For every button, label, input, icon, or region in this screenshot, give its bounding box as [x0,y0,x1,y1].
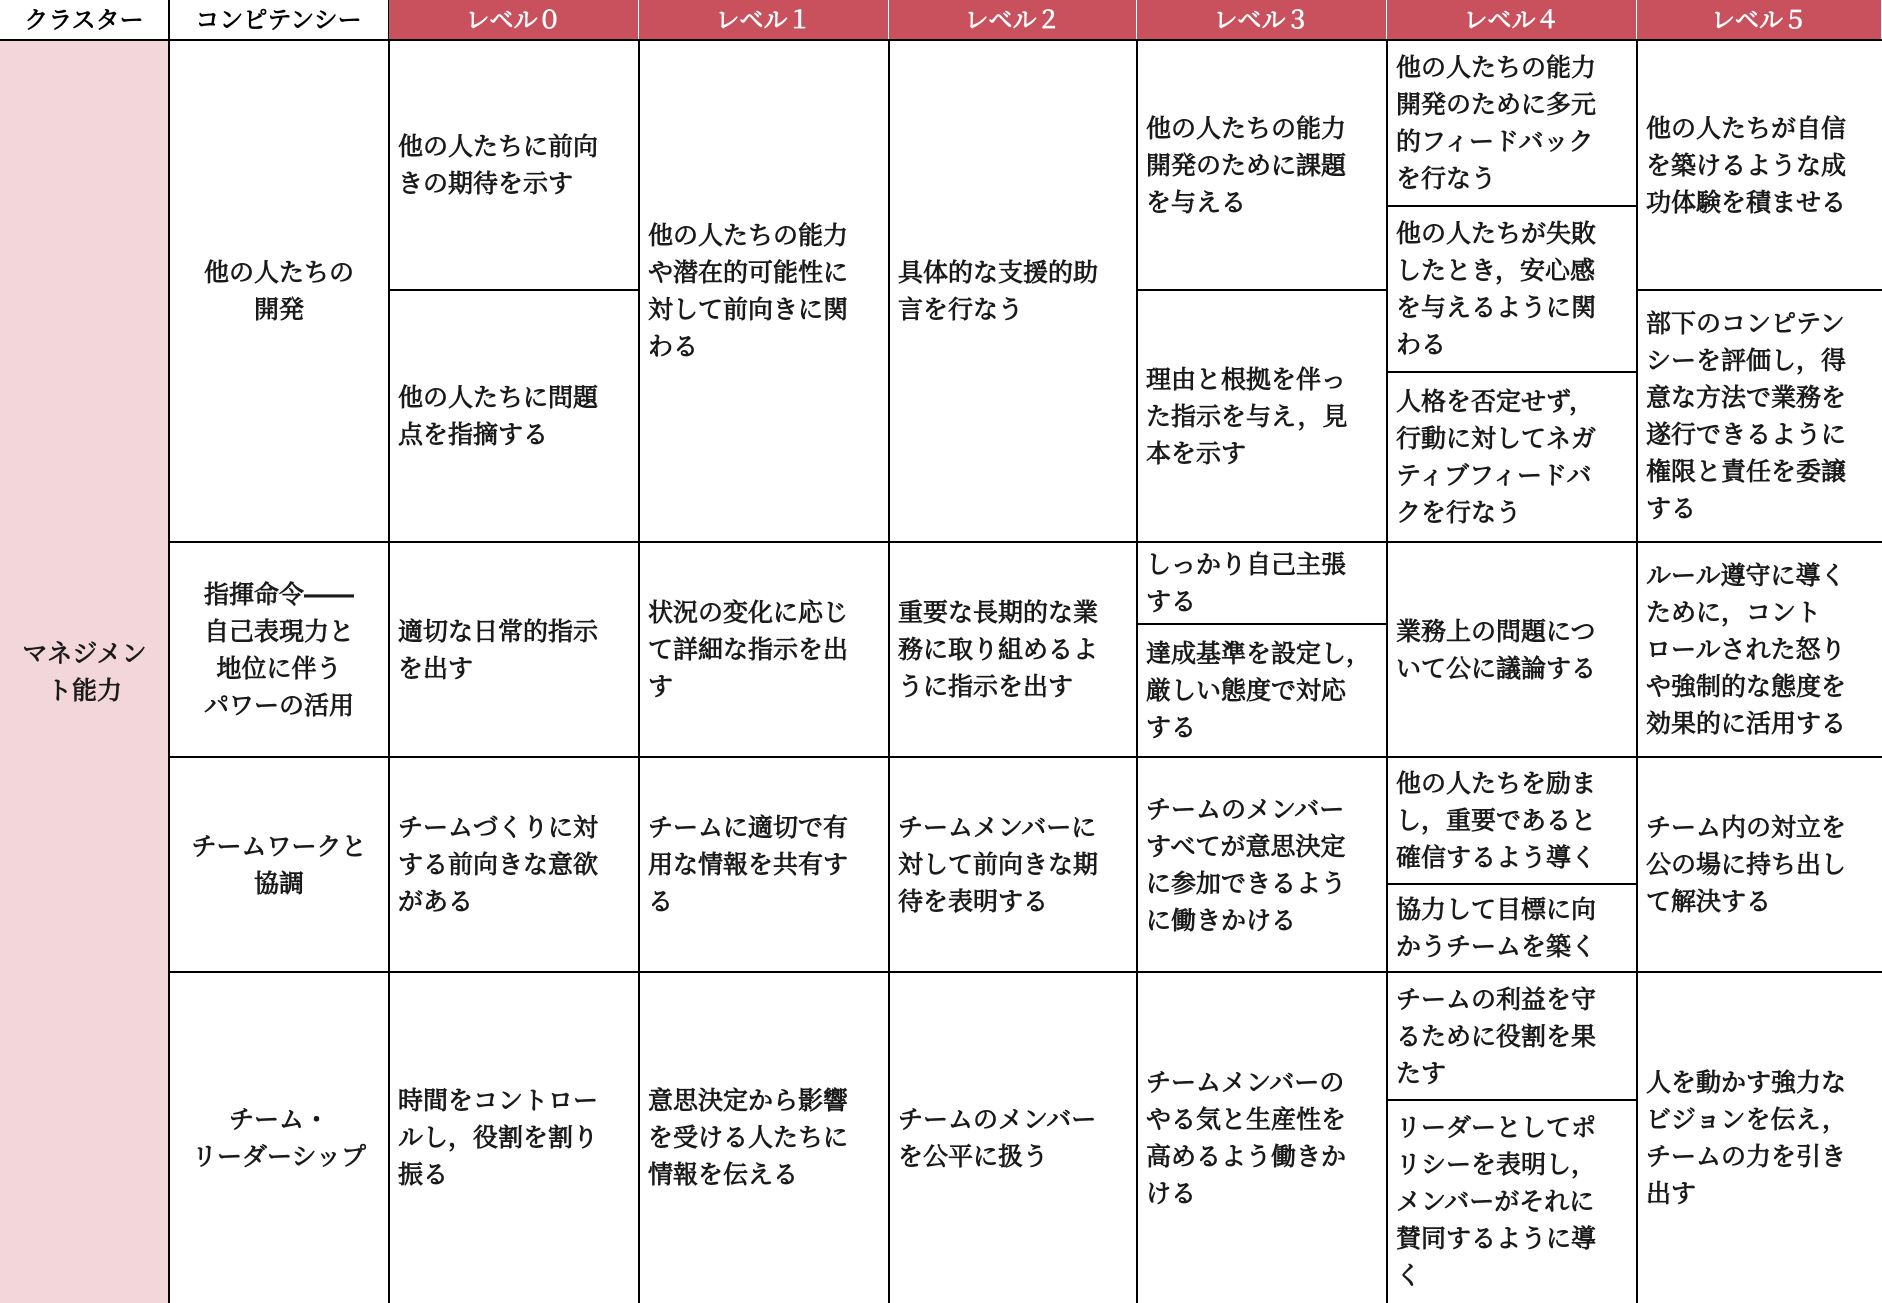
lead-level4-protect: チームの利益を守 るために役割を果 たす [1396,984,1597,1088]
dev-level0-expectation: 他の人たちに前向 きの期待を示す [398,132,599,198]
grid-line [1387,1099,1637,1101]
grid-line [168,0,170,1303]
team-level0: チームづくりに対 する前向きな意欲 がある [398,813,599,916]
header-level-2: レベル２ [889,0,1137,40]
dev-level0-point-out: 他の人たちに問題 点を指摘する [398,383,599,449]
grid-line [638,40,640,1303]
team-level2: チームメンバーに 対して前向きな期 待を表明する [898,813,1099,916]
team-level4-build: 協力して目標に向 かうチームを築く [1396,895,1597,961]
competency-command: 指揮命令―― 自己表現力と 地位に伴う パワーの活用 [203,579,354,720]
dev-level3-example: 理由と根拠を伴っ た指示を与え，見 本を示す [1146,364,1348,468]
grid-line [388,40,390,1303]
lead-level0: 時間をコントロー ルし，役割を割り 振る [398,1086,599,1189]
cmd-level1: 状況の変化に応じ て詳細な指示を出 す [648,598,849,701]
dev-level4-feedback: 他の人たちの能力 開発のために多元 的フィードバック を行なう [1396,53,1597,193]
cmd-level0: 適切な日常的指示 を出す [398,616,599,683]
cluster-cell: マネジメン ト能力 [0,40,169,1303]
grid-line [1386,40,1388,1303]
team-level1: チームに適切で有 用な情報を共有す る [648,813,849,916]
header-level-1: レベル１ [639,0,889,40]
cmd-level3-standards: 達成基準を設定し， 厳しい態度で対応 する [1146,639,1372,742]
grid-line [1387,883,1637,885]
team-level3: チームのメンバー すべてが意思決定 に参加できるよう に働きかける [1146,794,1347,935]
grid-line [389,289,639,291]
cmd-level5: ルール遵守に導く ために，コント ロールされた怒り や強制的な態度を 効果的に活用する [1646,561,1847,738]
competency-leadership: チーム・ リーダーシップ [191,1104,366,1171]
grid-line [1137,289,1387,291]
lead-level1: 意思決定から影響 を受ける人たちに 情報を伝える [648,1086,849,1189]
dev-level4-negative-feedback: 人格を否定せず， 行動に対してネガ ティブフィードバ クを行なう [1396,387,1597,527]
grid-line [169,756,1882,758]
header-competency: コンピテンシー [169,0,389,40]
team-level4-encourage: 他の人たちを励ま し，重要であると 確信するよう導く [1396,769,1597,872]
header-level-0: レベル０ [389,0,639,40]
header-level-4: レベル４ [1387,0,1637,40]
cmd-level3-assert: しっかり自己主張 する [1146,550,1347,616]
grid-line [1636,40,1638,1303]
cmd-level4: 業務上の問題につ いて公に議論する [1396,616,1597,683]
cmd-level2: 重要な長期的な業 務に取り組めるよ うに指示を出す [898,598,1099,701]
header-level-5: レベル５ [1637,0,1882,40]
lead-level5: 人を動かす強力な ビジョンを伝え， チームの力を引き 出す [1646,1067,1848,1208]
grid-line [1137,623,1387,625]
dev-level2: 具体的な支援的助 言を行なう [898,258,1099,324]
grid-line [169,971,1882,973]
grid-line [1387,205,1637,207]
header-cluster: クラスター [0,0,169,40]
header-level-3: レベル３ [1137,0,1387,40]
dev-level4-reassure: 他の人たちが失敗 したとき，安心感 を与えるように関 わる [1396,219,1597,359]
grid-line [1387,371,1637,373]
dev-level1: 他の人たちの能力 や潜在的可能性に 対して前向きに関 わる [648,221,849,361]
team-level5: チーム内の対立を 公の場に持ち出し て解決する [1646,813,1847,916]
grid-line [1136,40,1138,1303]
lead-level4-policy: リーダーとしてポ リシーを表明し， メンバーがそれに 賛同するように導 く [1396,1113,1597,1290]
dev-level5-success: 他の人たちが自信 を築けるような成 功体験を積ませる [1646,113,1847,217]
grid-line [0,39,1882,41]
dev-level3-assign: 他の人たちの能力 開発のために課題 を与える [1146,113,1347,217]
grid-line [169,541,1882,543]
grid-line [888,40,890,1303]
competency-teamwork: チームワークと 協調 [191,831,367,898]
lead-level2: チームのメンバー を公平に扱う [898,1104,1097,1171]
competency-development: 他の人たちの 開発 [203,258,354,324]
dev-level5-delegate: 部下のコンピテン シーを評価し，得 意な方法で業務を 遂行できるように 権限と責任を委譲 する [1646,309,1847,523]
lead-level3: チームメンバーの やる気と生産性を 高めるよう働きか ける [1146,1067,1347,1208]
grid-line [1637,289,1882,291]
